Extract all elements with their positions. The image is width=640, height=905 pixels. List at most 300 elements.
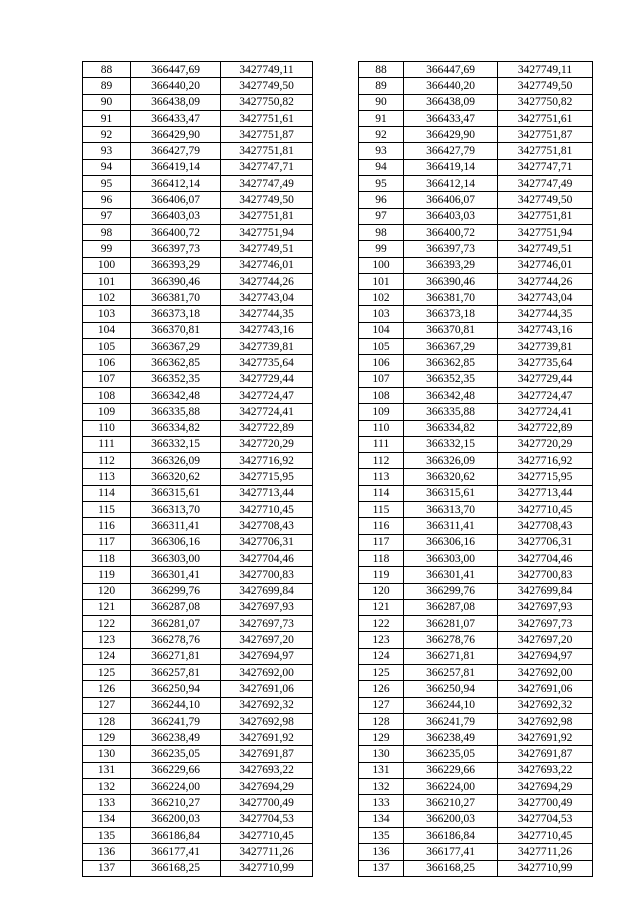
point-number-cell: 133 <box>83 795 131 811</box>
x-coordinate-cell: 366362,85 <box>404 355 498 371</box>
y-coordinate-cell: 3427691,92 <box>498 730 593 746</box>
point-number-cell: 131 <box>83 762 131 778</box>
x-coordinate-cell: 366271,81 <box>131 648 221 664</box>
table-row <box>83 730 313 746</box>
y-coordinate-cell: 3427749,50 <box>498 192 593 208</box>
x-coordinate-cell: 366433,47 <box>404 110 498 126</box>
x-coordinate-cell: 366250,94 <box>404 681 498 697</box>
point-number-cell: 115 <box>83 502 131 518</box>
y-coordinate-cell: 3427747,49 <box>498 176 593 192</box>
point-number-cell: 97 <box>83 208 131 224</box>
table-row <box>359 127 593 143</box>
table-row <box>83 257 313 273</box>
x-coordinate-cell: 366335,88 <box>131 404 221 420</box>
y-coordinate-cell: 3427751,87 <box>221 127 313 143</box>
point-number-cell: 123 <box>83 632 131 648</box>
table-row <box>83 795 313 811</box>
x-coordinate-cell: 366311,41 <box>404 518 498 534</box>
y-coordinate-cell: 3427747,71 <box>498 159 593 175</box>
table-row <box>83 241 313 257</box>
y-coordinate-cell: 3427749,11 <box>498 62 593 78</box>
table-row <box>83 371 313 387</box>
y-coordinate-cell: 3427697,73 <box>498 616 593 632</box>
x-coordinate-cell: 366271,81 <box>404 648 498 664</box>
y-coordinate-cell: 3427751,87 <box>498 127 593 143</box>
table-row <box>83 355 313 371</box>
y-coordinate-cell: 3427739,81 <box>221 339 313 355</box>
x-coordinate-cell: 366250,94 <box>131 681 221 697</box>
table-row <box>359 844 593 860</box>
table-row <box>359 371 593 387</box>
y-coordinate-cell: 3427706,31 <box>221 534 313 550</box>
table-row <box>359 290 593 306</box>
x-coordinate-cell: 366390,46 <box>404 273 498 289</box>
table-row <box>83 420 313 436</box>
y-coordinate-cell: 3427729,44 <box>221 371 313 387</box>
x-coordinate-cell: 366168,25 <box>131 860 221 876</box>
table-row <box>359 811 593 827</box>
table-row <box>359 648 593 664</box>
point-number-cell: 101 <box>83 273 131 289</box>
y-coordinate-cell: 3427751,81 <box>498 143 593 159</box>
point-number-cell: 92 <box>359 127 404 143</box>
x-coordinate-cell: 366168,25 <box>404 860 498 876</box>
x-coordinate-cell: 366177,41 <box>131 844 221 860</box>
y-coordinate-cell: 3427724,41 <box>221 404 313 420</box>
y-coordinate-cell: 3427706,31 <box>498 534 593 550</box>
table-row <box>83 469 313 485</box>
point-number-cell: 107 <box>83 371 131 387</box>
x-coordinate-cell: 366352,35 <box>404 371 498 387</box>
y-coordinate-cell: 3427751,81 <box>498 208 593 224</box>
point-number-cell: 128 <box>359 713 404 729</box>
point-number-cell: 103 <box>83 306 131 322</box>
y-coordinate-cell: 3427744,26 <box>498 273 593 289</box>
point-number-cell: 134 <box>83 811 131 827</box>
x-coordinate-cell: 366186,84 <box>404 827 498 843</box>
y-coordinate-cell: 3427710,45 <box>221 827 313 843</box>
table-row <box>359 143 593 159</box>
y-coordinate-cell: 3427751,61 <box>221 110 313 126</box>
point-number-cell: 94 <box>83 159 131 175</box>
point-number-cell: 119 <box>83 567 131 583</box>
y-coordinate-cell: 3427710,45 <box>221 502 313 518</box>
point-number-cell: 118 <box>83 550 131 566</box>
x-coordinate-cell: 366224,00 <box>404 779 498 795</box>
x-coordinate-cell: 366403,03 <box>131 208 221 224</box>
table-row <box>83 62 313 78</box>
point-number-cell: 106 <box>83 355 131 371</box>
point-number-cell: 88 <box>83 62 131 78</box>
point-number-cell: 113 <box>83 469 131 485</box>
table-row <box>83 290 313 306</box>
y-coordinate-cell: 3427722,89 <box>221 420 313 436</box>
x-coordinate-cell: 366224,00 <box>131 779 221 795</box>
point-number-cell: 98 <box>359 224 404 240</box>
x-coordinate-cell: 366447,69 <box>131 62 221 78</box>
table-row <box>83 616 313 632</box>
x-coordinate-cell: 366362,85 <box>131 355 221 371</box>
point-number-cell: 130 <box>83 746 131 762</box>
point-number-cell: 108 <box>83 387 131 403</box>
y-coordinate-cell: 3427700,49 <box>498 795 593 811</box>
y-coordinate-cell: 3427751,61 <box>498 110 593 126</box>
x-coordinate-cell: 366303,00 <box>131 550 221 566</box>
x-coordinate-cell: 366397,73 <box>131 241 221 257</box>
y-coordinate-cell: 3427749,11 <box>221 62 313 78</box>
point-number-cell: 137 <box>83 860 131 876</box>
table-row <box>359 224 593 240</box>
y-coordinate-cell: 3427704,53 <box>498 811 593 827</box>
x-coordinate-cell: 366287,08 <box>131 599 221 615</box>
y-coordinate-cell: 3427744,35 <box>221 306 313 322</box>
point-number-cell: 92 <box>83 127 131 143</box>
point-number-cell: 116 <box>359 518 404 534</box>
x-coordinate-cell: 366447,69 <box>404 62 498 78</box>
point-number-cell: 88 <box>359 62 404 78</box>
x-coordinate-cell: 366200,03 <box>131 811 221 827</box>
point-number-cell: 96 <box>359 192 404 208</box>
table-row <box>83 827 313 843</box>
table-row <box>83 811 313 827</box>
table-row <box>83 387 313 403</box>
table-row <box>83 208 313 224</box>
table-row <box>359 567 593 583</box>
table-row <box>83 534 313 550</box>
y-coordinate-cell: 3427697,93 <box>498 599 593 615</box>
x-coordinate-cell: 366440,20 <box>131 78 221 94</box>
table-row <box>83 713 313 729</box>
table-row <box>359 664 593 680</box>
x-coordinate-cell: 366373,18 <box>131 306 221 322</box>
x-coordinate-cell: 366303,00 <box>404 550 498 566</box>
y-coordinate-cell: 3427697,93 <box>221 599 313 615</box>
coordinates-table-left-body <box>83 62 313 877</box>
y-coordinate-cell: 3427697,20 <box>498 632 593 648</box>
y-coordinate-cell: 3427711,26 <box>221 844 313 860</box>
point-number-cell: 93 <box>83 143 131 159</box>
y-coordinate-cell: 3427751,94 <box>221 224 313 240</box>
point-number-cell: 97 <box>359 208 404 224</box>
x-coordinate-cell: 366419,14 <box>131 159 221 175</box>
y-coordinate-cell: 3427691,06 <box>221 681 313 697</box>
point-number-cell: 131 <box>359 762 404 778</box>
x-coordinate-cell: 366241,79 <box>404 713 498 729</box>
y-coordinate-cell: 3427710,99 <box>221 860 313 876</box>
x-coordinate-cell: 366311,41 <box>131 518 221 534</box>
x-coordinate-cell: 366257,81 <box>404 664 498 680</box>
table-row <box>359 322 593 338</box>
point-number-cell: 106 <box>359 355 404 371</box>
x-coordinate-cell: 366235,05 <box>131 746 221 762</box>
table-row <box>83 436 313 452</box>
point-number-cell: 136 <box>359 844 404 860</box>
point-number-cell: 134 <box>359 811 404 827</box>
x-coordinate-cell: 366334,82 <box>404 420 498 436</box>
x-coordinate-cell: 366332,15 <box>131 436 221 452</box>
table-row <box>83 224 313 240</box>
table-row <box>83 110 313 126</box>
point-number-cell: 98 <box>83 224 131 240</box>
point-number-cell: 116 <box>83 518 131 534</box>
table-row <box>359 518 593 534</box>
point-number-cell: 102 <box>83 290 131 306</box>
table-row <box>359 176 593 192</box>
y-coordinate-cell: 3427699,84 <box>498 583 593 599</box>
point-number-cell: 125 <box>359 664 404 680</box>
table-row <box>83 502 313 518</box>
point-number-cell: 108 <box>359 387 404 403</box>
x-coordinate-cell: 366400,72 <box>131 224 221 240</box>
point-number-cell: 100 <box>359 257 404 273</box>
point-number-cell: 115 <box>359 502 404 518</box>
y-coordinate-cell: 3427749,51 <box>221 241 313 257</box>
y-coordinate-cell: 3427743,04 <box>221 290 313 306</box>
x-coordinate-cell: 366306,16 <box>131 534 221 550</box>
table-row <box>83 681 313 697</box>
point-number-cell: 120 <box>359 583 404 599</box>
y-coordinate-cell: 3427692,32 <box>221 697 313 713</box>
x-coordinate-cell: 366210,27 <box>131 795 221 811</box>
point-number-cell: 105 <box>359 339 404 355</box>
x-coordinate-cell: 366287,08 <box>404 599 498 615</box>
x-coordinate-cell: 366235,05 <box>404 746 498 762</box>
point-number-cell: 102 <box>359 290 404 306</box>
y-coordinate-cell: 3427750,82 <box>221 94 313 110</box>
table-row <box>359 436 593 452</box>
point-number-cell: 91 <box>359 110 404 126</box>
x-coordinate-cell: 366244,10 <box>131 697 221 713</box>
table-row <box>83 404 313 420</box>
table-row <box>359 632 593 648</box>
point-number-cell: 126 <box>359 681 404 697</box>
table-row <box>83 127 313 143</box>
point-number-cell: 111 <box>83 436 131 452</box>
y-coordinate-cell: 3427704,53 <box>221 811 313 827</box>
x-coordinate-cell: 366241,79 <box>131 713 221 729</box>
x-coordinate-cell: 366393,29 <box>131 257 221 273</box>
table-row <box>359 241 593 257</box>
x-coordinate-cell: 366373,18 <box>404 306 498 322</box>
x-coordinate-cell: 366433,47 <box>131 110 221 126</box>
point-number-cell: 124 <box>359 648 404 664</box>
y-coordinate-cell: 3427724,47 <box>498 387 593 403</box>
y-coordinate-cell: 3427724,41 <box>498 404 593 420</box>
table-row <box>359 697 593 713</box>
table-row <box>83 518 313 534</box>
x-coordinate-cell: 366210,27 <box>404 795 498 811</box>
table-row <box>83 860 313 876</box>
x-coordinate-cell: 366427,79 <box>131 143 221 159</box>
table-row <box>359 762 593 778</box>
table-row <box>83 762 313 778</box>
point-number-cell: 90 <box>359 94 404 110</box>
x-coordinate-cell: 366381,70 <box>404 290 498 306</box>
y-coordinate-cell: 3427749,50 <box>498 78 593 94</box>
y-coordinate-cell: 3427716,92 <box>221 453 313 469</box>
table-row <box>83 779 313 795</box>
y-coordinate-cell: 3427750,82 <box>498 94 593 110</box>
x-coordinate-cell: 366397,73 <box>404 241 498 257</box>
table-row <box>359 159 593 175</box>
table-row <box>359 730 593 746</box>
table-row <box>359 502 593 518</box>
x-coordinate-cell: 366342,48 <box>404 387 498 403</box>
table-row <box>359 681 593 697</box>
y-coordinate-cell: 3427704,46 <box>221 550 313 566</box>
point-number-cell: 110 <box>83 420 131 436</box>
point-number-cell: 103 <box>359 306 404 322</box>
y-coordinate-cell: 3427691,92 <box>221 730 313 746</box>
x-coordinate-cell: 366393,29 <box>404 257 498 273</box>
y-coordinate-cell: 3427692,00 <box>221 664 313 680</box>
y-coordinate-cell: 3427749,51 <box>498 241 593 257</box>
table-row <box>359 94 593 110</box>
x-coordinate-cell: 366229,66 <box>404 762 498 778</box>
table-row <box>359 110 593 126</box>
y-coordinate-cell: 3427735,64 <box>498 355 593 371</box>
point-number-cell: 89 <box>83 78 131 94</box>
point-number-cell: 109 <box>359 404 404 420</box>
table-row <box>83 192 313 208</box>
coordinates-table-left <box>82 61 313 877</box>
point-number-cell: 117 <box>359 534 404 550</box>
point-number-cell: 101 <box>359 273 404 289</box>
table-row <box>359 339 593 355</box>
point-number-cell: 129 <box>83 730 131 746</box>
x-coordinate-cell: 366390,46 <box>131 273 221 289</box>
point-number-cell: 121 <box>83 599 131 615</box>
point-number-cell: 130 <box>359 746 404 762</box>
table-row <box>83 632 313 648</box>
table-row <box>359 192 593 208</box>
point-number-cell: 112 <box>359 453 404 469</box>
coordinates-table-right <box>358 61 593 877</box>
x-coordinate-cell: 366177,41 <box>404 844 498 860</box>
y-coordinate-cell: 3427692,98 <box>221 713 313 729</box>
y-coordinate-cell: 3427691,06 <box>498 681 593 697</box>
table-row <box>359 713 593 729</box>
point-number-cell: 99 <box>359 241 404 257</box>
x-coordinate-cell: 366412,14 <box>131 176 221 192</box>
y-coordinate-cell: 3427700,83 <box>221 567 313 583</box>
y-coordinate-cell: 3427715,95 <box>221 469 313 485</box>
x-coordinate-cell: 366370,81 <box>404 322 498 338</box>
coordinates-table-right-body <box>359 62 593 877</box>
x-coordinate-cell: 366370,81 <box>131 322 221 338</box>
table-row <box>83 599 313 615</box>
x-coordinate-cell: 366412,14 <box>404 176 498 192</box>
y-coordinate-cell: 3427691,87 <box>221 746 313 762</box>
table-row <box>359 469 593 485</box>
point-number-cell: 117 <box>83 534 131 550</box>
y-coordinate-cell: 3427724,47 <box>221 387 313 403</box>
point-number-cell: 113 <box>359 469 404 485</box>
x-coordinate-cell: 366315,61 <box>131 485 221 501</box>
x-coordinate-cell: 366278,76 <box>404 632 498 648</box>
y-coordinate-cell: 3427694,29 <box>221 779 313 795</box>
y-coordinate-cell: 3427747,71 <box>221 159 313 175</box>
y-coordinate-cell: 3427746,01 <box>498 257 593 273</box>
point-number-cell: 111 <box>359 436 404 452</box>
x-coordinate-cell: 366367,29 <box>404 339 498 355</box>
y-coordinate-cell: 3427716,92 <box>498 453 593 469</box>
point-number-cell: 99 <box>83 241 131 257</box>
point-number-cell: 122 <box>83 616 131 632</box>
x-coordinate-cell: 366438,09 <box>131 94 221 110</box>
table-row <box>359 779 593 795</box>
y-coordinate-cell: 3427751,81 <box>221 143 313 159</box>
y-coordinate-cell: 3427715,95 <box>498 469 593 485</box>
y-coordinate-cell: 3427751,81 <box>221 208 313 224</box>
x-coordinate-cell: 366440,20 <box>404 78 498 94</box>
table-row <box>359 273 593 289</box>
x-coordinate-cell: 366326,09 <box>404 453 498 469</box>
table-row <box>359 860 593 876</box>
table-row <box>83 664 313 680</box>
x-coordinate-cell: 366301,41 <box>404 567 498 583</box>
point-number-cell: 104 <box>359 322 404 338</box>
table-row <box>83 844 313 860</box>
point-number-cell: 93 <box>359 143 404 159</box>
table-row <box>359 306 593 322</box>
table-row <box>83 567 313 583</box>
table-row <box>83 697 313 713</box>
point-number-cell: 91 <box>83 110 131 126</box>
x-coordinate-cell: 366342,48 <box>131 387 221 403</box>
x-coordinate-cell: 366334,82 <box>131 420 221 436</box>
table-row <box>83 159 313 175</box>
x-coordinate-cell: 366326,09 <box>131 453 221 469</box>
y-coordinate-cell: 3427746,01 <box>221 257 313 273</box>
x-coordinate-cell: 366406,07 <box>131 192 221 208</box>
y-coordinate-cell: 3427749,50 <box>221 192 313 208</box>
x-coordinate-cell: 366332,15 <box>404 436 498 452</box>
y-coordinate-cell: 3427691,87 <box>498 746 593 762</box>
table-row <box>359 355 593 371</box>
x-coordinate-cell: 366281,07 <box>404 616 498 632</box>
y-coordinate-cell: 3427720,29 <box>498 436 593 452</box>
x-coordinate-cell: 366320,62 <box>404 469 498 485</box>
x-coordinate-cell: 366278,76 <box>131 632 221 648</box>
y-coordinate-cell: 3427692,00 <box>498 664 593 680</box>
point-number-cell: 137 <box>359 860 404 876</box>
y-coordinate-cell: 3427704,46 <box>498 550 593 566</box>
x-coordinate-cell: 366306,16 <box>404 534 498 550</box>
point-number-cell: 122 <box>359 616 404 632</box>
y-coordinate-cell: 3427735,64 <box>221 355 313 371</box>
table-row <box>83 78 313 94</box>
y-coordinate-cell: 3427700,49 <box>221 795 313 811</box>
x-coordinate-cell: 366352,35 <box>131 371 221 387</box>
x-coordinate-cell: 366429,90 <box>404 127 498 143</box>
x-coordinate-cell: 366406,07 <box>404 192 498 208</box>
x-coordinate-cell: 366299,76 <box>131 583 221 599</box>
table-row <box>359 208 593 224</box>
table-row <box>83 339 313 355</box>
table-row <box>359 62 593 78</box>
x-coordinate-cell: 366427,79 <box>404 143 498 159</box>
x-coordinate-cell: 366367,29 <box>131 339 221 355</box>
point-number-cell: 100 <box>83 257 131 273</box>
y-coordinate-cell: 3427747,49 <box>221 176 313 192</box>
point-number-cell: 95 <box>83 176 131 192</box>
y-coordinate-cell: 3427697,73 <box>221 616 313 632</box>
point-number-cell: 105 <box>83 339 131 355</box>
point-number-cell: 107 <box>359 371 404 387</box>
x-coordinate-cell: 366313,70 <box>404 502 498 518</box>
y-coordinate-cell: 3427743,16 <box>498 322 593 338</box>
